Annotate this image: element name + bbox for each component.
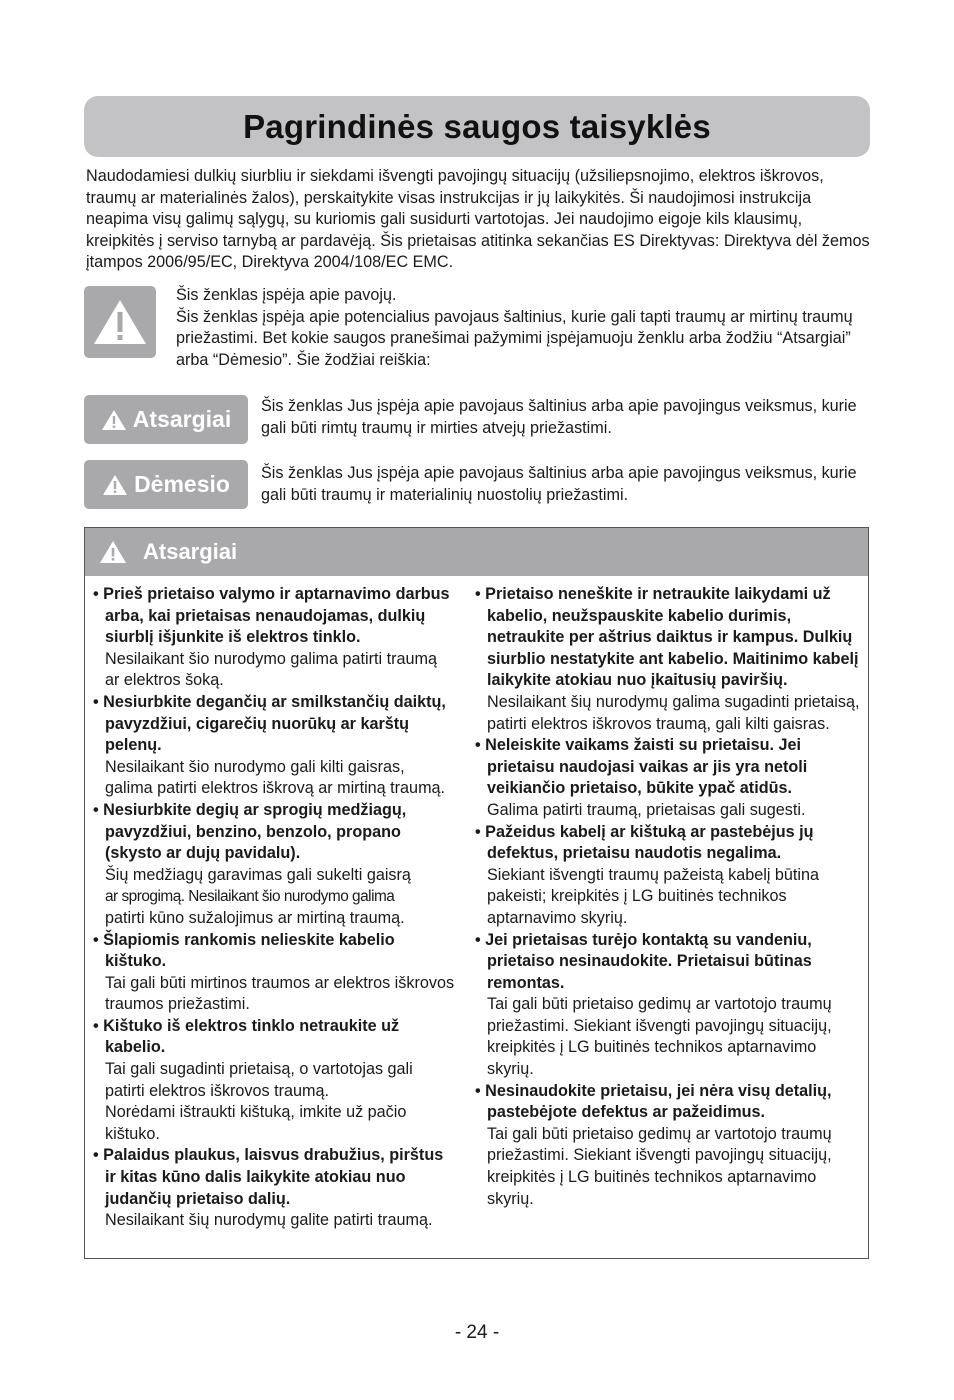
list-item: • Prieš prietaiso valymo ir aptarnavimo darbus arba, kai prietaisas nenaudojamas, dulkių siurblį išjunkite iš elektros tinklo. Nesilaikant šio nurodymo galima patirti traumą ar elektros šoką. (93, 585, 450, 690)
page-title: Pagrindinės saugos taisyklės (243, 107, 711, 145)
list-item: • Šlapiomis rankomis nelieskite kabelio kištuko. Tai gali būti mirtinos traumos ar elektros iškrovos traumos priežastimi. (93, 930, 455, 1014)
caution-left-column (93, 584, 455, 1232)
list-item: • Palaidus plaukus, laisvus drabužius, pirštus ir kitas kūno dalis laikykite atokiau nuo judančių prietaiso dalių. Nesilaikant šių nurodymų galite patirti traumą. (93, 1146, 444, 1230)
warning-triangle-icon (101, 409, 127, 431)
list-item: • Pažeidus kabelį ar kištuką ar pastebėjus jų defektus, prietaisu naudotis negalima. Siekiant išvengti traumų pažeistą kabelį būtina pakeisti; kreipkitės į LG buitinės technikos aptarnavimo skyrių. (475, 822, 820, 927)
badge-atsargiai (84, 395, 248, 444)
list-item: • Nesiurbkite degių ar sprogių medžiagų, pavyzdžiui, benzino, benzolo, propano (skysto ar dujų pavidalu). Šių medžiagų garavimas gali sukelti gaisrą ar sprogimą. Nesilaikant šio nurodymo galima patirti kūno sužalojimus ar mirtiną traumą. (93, 800, 411, 927)
badge-description: Šis ženklas Jus įspėja apie pavojaus šaltinius arba apie pavojingus veiksmus, kurie gali būti traumų ir materialinių nuostolių priežastimi. (261, 464, 857, 504)
caution-header (85, 528, 868, 576)
badge-label: Atsargiai (132, 406, 232, 432)
list-item: • Jei prietaisas turėjo kontaktą su vandeniu, prietaiso nesinaudokite. Prietaisui būtinas remontas. Tai gali būti prietaiso gedimų ar vartotojo traumų priežastimi. Siekiant išvengti pavojingų situacijų, kreipkitės į LG buitinės technikos aptarnavimo skyrių. (475, 930, 832, 1079)
warning-exclamation-icon (84, 286, 156, 358)
list-item: • Neleiskite vaikams žaisti su prietaisu. Jei prietaisu naudojasi vaikas ar jis yra netoli veikiančio prietaiso, būkite ypač atidūs. Galima patirti traumą, prietaisas gali sugesti. (475, 736, 808, 819)
warning-triangle-icon (99, 540, 127, 564)
list-item: • Nesinaudokite prietaisu, jei nėra visų detalių, pastebėjote defektus ar pažeidimus. Tai gali būti prietaiso gedimų ar vartotojo traumų priežastimi. Siekiant išvengti pavojingų situacijų, kreipkitės į LG buitinės technikos aptarnavimo skyrių. (475, 1081, 832, 1208)
caution-header-label: Atsargiai (143, 539, 238, 564)
warning-sign-explanation (176, 285, 866, 371)
warning-sign-line2: Šis ženklas įspėja apie potencialius pavojaus šaltinius, kurie gali tapti traumų ar mirtinų traumų priežastimi. Bet kokie saugos pranešimai pažymimi įspėjamuoju ženklu arba žodžiu “Atsargiai” arba “Dėmesio”. Šie žodžiai reiškia: (176, 307, 853, 369)
warning-triangle-icon (102, 474, 128, 496)
caution-right-column (475, 584, 863, 1210)
page-number: - 24 - (454, 1322, 500, 1343)
intro-paragraph: Naudodamiesi dulkių siurbliu ir siekdami išvengti pavojingų situacijų (užsiliepsnojimo, elektros iškrovos, traumų ar materialinės žalos), perskaitykite visas instrukcijas ir jų laikykitės. Ši naudojimosi instrukcija neapima visų galimų sąlygų, su kuriomis gali susidurti vartotojas. Jei naudojimo eigoje kils klausimų, kreipkitės į serviso tarnybą ar pardavėją. Šis prietaisas atitinka sekančias ES Direktyvas: Direktyva dėl žemos įtampos 2006/95/EC, Direktyva 2004/108/EC EMC. (86, 167, 870, 272)
list-item: • Kištuko iš elektros tinklo netraukite už kabelio. Tai gali sugadinti prietaisą, o vartotojas gali patirti elektros iškrovos traumą. Norėdami ištraukti kištuką, imkite už pačio kištuko. (93, 1016, 413, 1143)
badge-description: Šis ženklas Jus įspėja apie pavojaus šaltinius arba apie pavojingus veiksmus, kurie gali būti rimtų traumų ir mirties atvejų priežastimi. (261, 397, 857, 437)
title-banner (84, 96, 870, 157)
badge-label: Dėmesio (134, 471, 230, 497)
list-item: • Prietaiso neneškite ir netraukite laikydami už kabelio, neužspauskite kabelio durimis, netraukite per aštrius daiktus ir kampus. Dulkių siurblio nestatykite ant kabelio. Maitinimo kabelį laikykite atokiau nuo įkaitusių paviršių. Nesilaikant šių nurodymų galima sugadinti prietaisą, patirti elektros iškrovos traumą, gali kilti gaisras. (475, 585, 860, 733)
list-item: • Nesiurbkite degančių ar smilkstančių daiktų, pavyzdžiui, cigarečių nuorūkų ar karštų pelenų. Nesilaikant šio nurodymo gali kilti gaisras, galima patirti elektros iškrovą ar mirtiną traumą. (93, 692, 446, 798)
warning-sign-line1: Šis ženklas įspėja apie pavojų. (176, 286, 397, 304)
caution-section (84, 527, 869, 1259)
badge-demesio (84, 460, 248, 509)
